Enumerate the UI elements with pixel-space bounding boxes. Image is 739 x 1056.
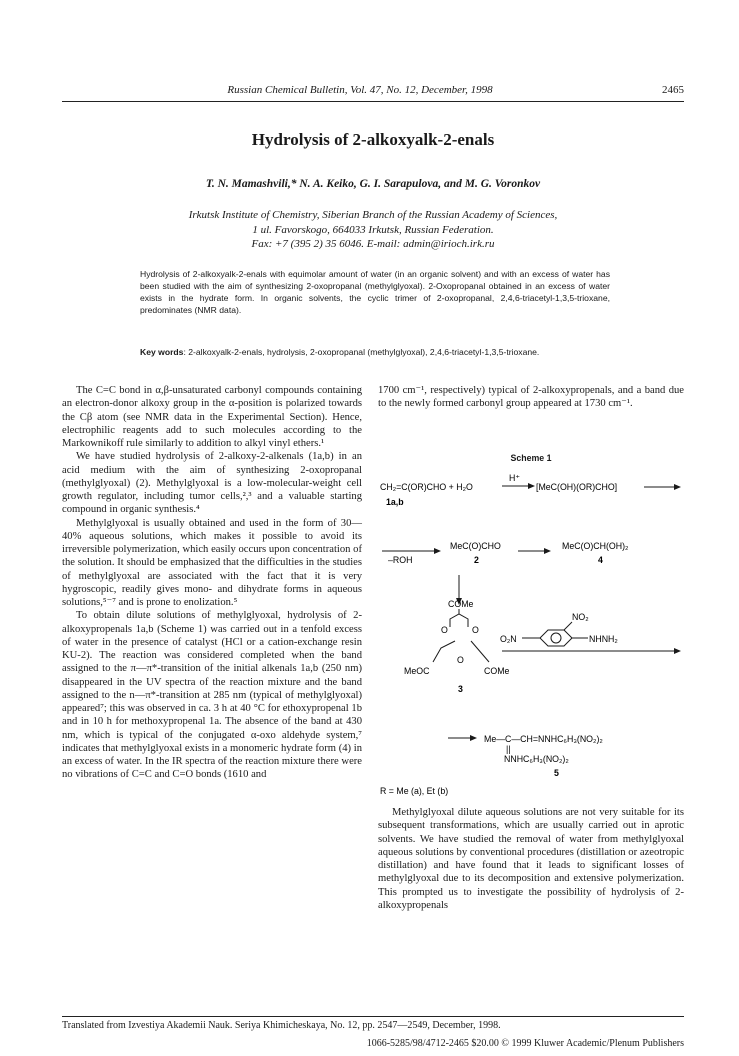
article-title: Hydrolysis of 2-alkoxyalk-2-enals xyxy=(251,130,495,149)
scheme-diagram xyxy=(378,470,684,730)
paragraph: Methylglyoxal dilute aqueous solutions are not very suitable for its subsequent transformations, which are usually carried out in aprotic solvents. We have studied the removal of water from methylglyoxal aqueous solutions by conventional procedures (distillation or azeotropic distillation) and have found that it leads to significant losses of methylglyoxal due to its decomposition and extensive polymerization. This prompted us to investigate the possibility of hydrolysis of 2-alkoxypropenals xyxy=(378,807,684,911)
arrowhead xyxy=(674,648,681,654)
label-1ab: 1a,b xyxy=(386,497,404,507)
trioxane-oxygen: O xyxy=(472,625,479,635)
compound-2: MeC(O)CHO xyxy=(450,541,501,551)
paragraph: Methylglyoxal is usually obtained and used in the form of 30—40% aqueous solutions, which makes it possible to avoid its irreversible polymerization, which easily occurs upon concentration of the solution. It should be emphasized that the difficulties in the studies of methylglyoxal are associated with the fact that it is very hygroscopic, readily gives mono- and dihydrate forms in aqueous solutions,⁵⁻⁷ and is prone to enolization.⁵ xyxy=(62,517,362,608)
running-head: Russian Chemical Bulletin, Vol. 47, No. 12, December, 1998 xyxy=(227,84,493,96)
compound-4: MeC(O)CH(OH)₂ xyxy=(562,541,629,551)
product-5-line2: NNHC₆H₃(NO₂)₂ xyxy=(504,754,569,764)
label-3: 3 xyxy=(458,684,463,694)
keywords xyxy=(140,346,610,358)
arrowhead xyxy=(674,484,681,490)
trioxane-ring-right xyxy=(471,641,489,662)
arrowhead xyxy=(434,548,441,554)
paragraph: To obtain dilute solutions of methylglyoxal, hydrolysis of 2-alkoxypropenals 1a,b (Scheme 1) was carried out in a tenfold excess of water in the presence of catalyst (HCl or a cation-exchange resin KU-2). The reaction was considered completed when the band assigned to the π—π*-transition of the initial alkenals 1a,b (250 nm) disappeared in the UV spectra of the reaction mixture and the band assigned to the n—π*-transition at 285 nm (typical of methylglyoxal) appeared⁷; this was observed in ca. 3 h at 40 °C for ethoxypropenal 1b and in 10 h for methoxypropenal 1a. The absence of the band at 430 nm, which is typical of the conjugated α-oxo aldehyde system,⁷ indicates that methylglyoxal exists in a monomeric hydrate form (4) in an excess of water. In the IR spectra of the reaction mixture there were no vibrations of C=C and C=O bonds (1610 and xyxy=(62,610,362,781)
translation-note: Translated from Izvestiya Akademii Nauk. Seriya Khimicheskaya, No. 12, pp. 2547—2549, December, 1998. xyxy=(62,1020,501,1031)
right-column-bottom xyxy=(378,806,684,912)
paragraph: 1700 cm⁻¹, respectively) typical of 2-alkoxypropenals, and a band due to the newly formed carbonyl group appeared at 1730 cm⁻¹. xyxy=(378,385,684,410)
affiliation-line: 1 ul. Favorskogo, 664033 Irkutsk, Russian Federation. xyxy=(252,223,494,236)
benzene-aromatic-circle xyxy=(551,633,561,643)
trioxane-ring-left xyxy=(433,641,455,662)
product-5-line1: Me—C—CH=NNHC₆H₃(NO₂)₂ xyxy=(484,734,603,744)
r-definition: R = Me (a), Et (b) xyxy=(380,786,449,796)
scheme-reactants: CH₂=C(OR)CHO + H₂O xyxy=(380,482,473,492)
benzene-ring xyxy=(540,630,572,646)
trioxane-right-substituent: COMe xyxy=(484,666,510,676)
trioxane-top-substituent: COMe xyxy=(448,599,474,609)
affiliation xyxy=(90,208,656,252)
scheme-intermediate: [MeC(OH)(OR)CHO] xyxy=(536,482,618,492)
authors: T. N. Mamashvili,* N. A. Keiko, G. I. Sarapulova, and M. G. Voronkov xyxy=(205,178,541,190)
abstract: Hydrolysis of 2-alkoxyalk-2-enals with equimolar amount of water (in an organic solvent) and with an excess of water has been studied with the aim of synthesizing 2-oxopropanal (methylglyoxal). 2-Oxopropanal obtained in an excess of water exists in the hydrate form. In organic solvents, the cyclic trimer of 2-oxopropanal, 2,4,6-triacetyl-1,3,5-trioxane, predominates (NMR data). xyxy=(140,269,610,315)
product-5-double-bond: || xyxy=(506,744,511,754)
paragraph: We have studied hydrolysis of 2-alkoxy-2-alkenals (1a,b) in an acid medium with the aim of synthesizing 2-oxopropanal (methylglyoxal) (2). Methylglyoxal is a low-molecular-weight cell growth regulator, including tumor cells,²,³ and a valuable starting compound in organic synthesis.⁴ xyxy=(62,451,362,516)
label-2: 2 xyxy=(474,555,479,565)
scheme-elimination: –ROH xyxy=(388,555,413,565)
scheme-catalyst: H⁺ xyxy=(509,473,520,483)
footer-rule xyxy=(62,1016,684,1017)
header-rule xyxy=(62,101,684,102)
right-column-top xyxy=(378,384,684,411)
trioxane-oxygen: O xyxy=(441,625,448,635)
trioxane-oxygen: O xyxy=(457,655,464,665)
scheme-product xyxy=(378,730,684,800)
affiliation-line: Irkutsk Institute of Chemistry, Siberian Branch of the Russian Academy of Sciences, xyxy=(188,209,558,221)
arrowhead xyxy=(470,735,477,741)
left-column xyxy=(62,384,362,782)
benzene-bond-no2 xyxy=(564,622,572,630)
arrowhead xyxy=(544,548,551,554)
arrowhead xyxy=(528,483,535,489)
label-4: 4 xyxy=(598,555,603,565)
keywords-text: : 2-alkoxyalk-2-enals, hydrolysis, 2-oxopropanal (methylglyoxal), 2,4,6-triacetyl-1,3,5-trioxane. xyxy=(183,347,540,357)
trioxane-left-substituent: MeOC xyxy=(404,666,430,676)
keywords-label: Key words xyxy=(140,347,184,357)
affiliation-contact: Fax: +7 (395 2) 35 6046. E-mail: admin@irioch.irk.ru xyxy=(251,238,495,250)
reagent-no2: NO₂ xyxy=(572,612,589,622)
copyright-line: 1066-5285/98/4712-2465 $20.00 © 1999 Kluwer Academic/Plenum Publishers xyxy=(366,1038,684,1049)
label-5: 5 xyxy=(554,768,559,778)
scheme-title: Scheme 1 xyxy=(510,453,552,463)
trioxane-ring-top xyxy=(450,614,468,627)
reagent-o2n: O₂N xyxy=(500,634,517,644)
paragraph: The C=C bond in α,β-unsaturated carbonyl compounds containing an electron-donor alkoxy group in the α-position is polarized towards the Cβ atom (see NMR data in the Experimental Section). Hence, electrophilic reagents add to such molecules according to the Markownikoff rule similarly to addition to alkyl vinyl ethers.¹ xyxy=(62,385,362,449)
reagent-nhnh2: NHNH₂ xyxy=(589,634,618,644)
page-number: 2465 xyxy=(662,84,684,96)
